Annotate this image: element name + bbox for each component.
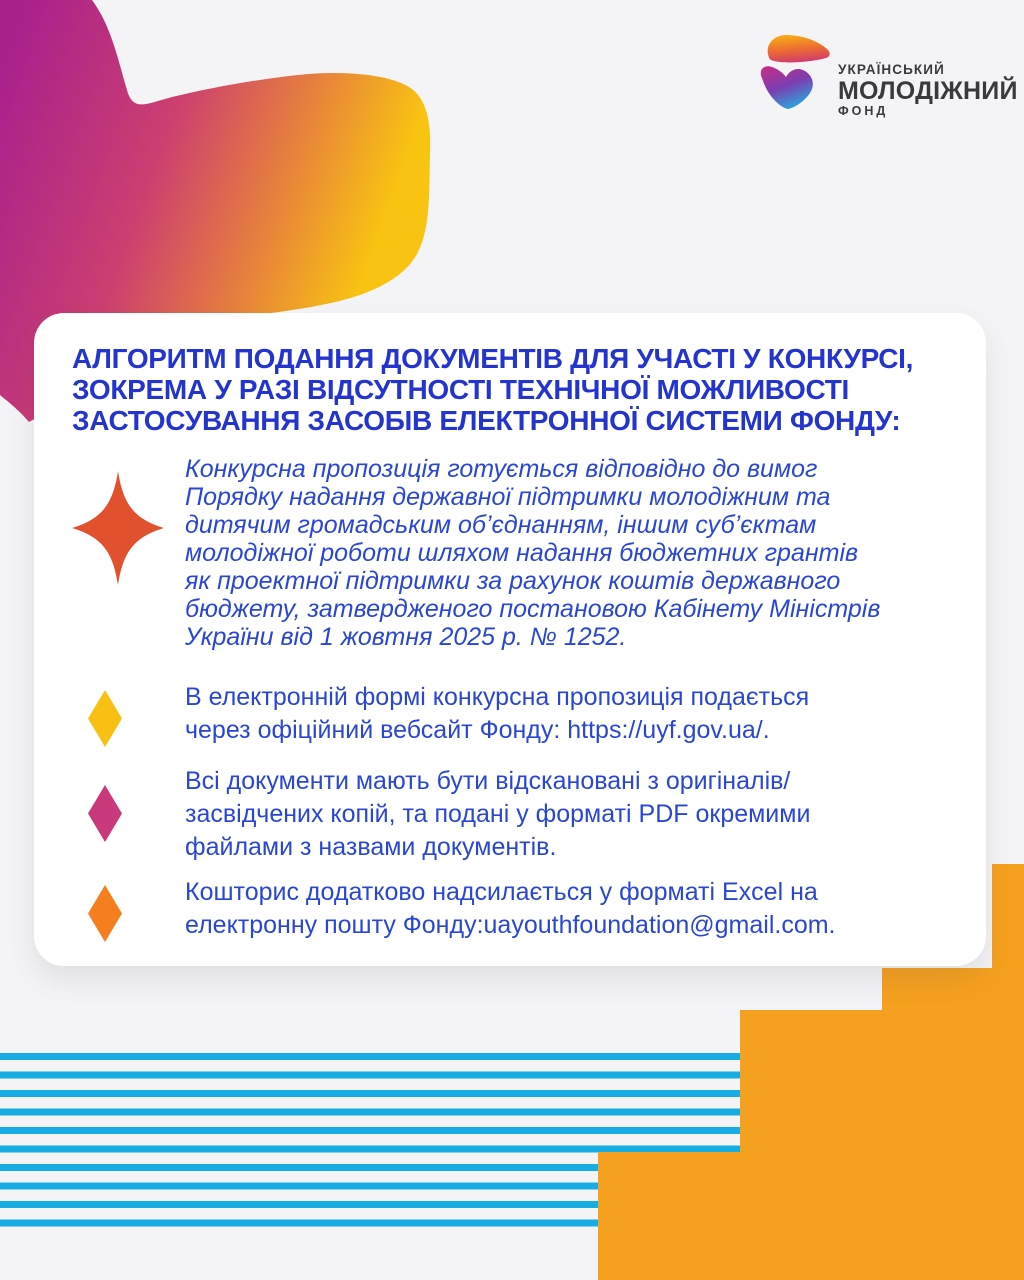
bullet-line: молодіжної роботи шляхом надання бюджетних грантів — [185, 539, 859, 567]
bullet-line: Кошторис додатково надсилається у форматі Excel на — [185, 878, 818, 906]
uyf-logo-icon — [756, 30, 836, 120]
card-heading — [72, 343, 913, 436]
orange-block-decoration — [740, 1010, 1024, 1156]
orange-block-decoration — [882, 968, 1024, 1014]
logo-line-ukrainskyi: УКРАЇНСЬКИЙ — [838, 62, 945, 77]
magenta-diamond-icon — [88, 785, 122, 842]
bullet-line: Порядку надання державної підтримки молодіжним та — [185, 483, 831, 511]
bullet-line: Конкурсна пропозиція готується відповідно до вимог — [185, 455, 818, 483]
logo-line-molodizhnyi: МОЛОДІЖНИЙ — [838, 77, 1018, 105]
bullet-4-text — [185, 876, 836, 942]
bullet-line: дитячим громадським об’єднанням, іншим суб’єктам — [185, 511, 817, 539]
four-point-star-icon — [68, 468, 168, 588]
bullet-2-text — [185, 681, 809, 747]
orange-block-decoration — [598, 1152, 1024, 1280]
bullet-line: електронну пошту Фонду:uayouthfoundation@gmail.com. — [185, 911, 836, 939]
bullet-line: бюджету, затвердженого постановою Кабінету Міністрів — [185, 595, 881, 623]
bullet-line: Всі документи мають бути відскановані з оригіналів/ — [185, 767, 791, 795]
bullet-line: засвідчених копій, та подані у форматі PDF окремими — [185, 800, 811, 828]
bullet-line: файлами з назвами документів. — [185, 833, 557, 861]
bullet-1-text — [185, 455, 880, 651]
heading-line: ЗАСТОСУВАННЯ ЗАСОБІВ ЕЛЕКТРОННОЇ СИСТЕМИ ФОНДУ: — [72, 405, 901, 436]
heading-line: АЛГОРИТМ ПОДАННЯ ДОКУМЕНТІВ ДЛЯ УЧАСТІ У КОНКУРСІ, — [72, 343, 914, 374]
logo-wordmark — [838, 62, 1018, 119]
content-card — [34, 313, 986, 966]
logo-line-fond: ФОНД — [838, 104, 889, 118]
uyf-logo — [756, 30, 1018, 125]
bullet-line: як проектної підтримки за рахунок коштів державного — [185, 567, 841, 595]
yellow-diamond-icon — [88, 690, 122, 747]
heading-line: ЗОКРЕМА У РАЗІ ВІДСУТНОСТІ ТЕХНІЧНОЇ МОЖЛИВОСТІ — [72, 374, 850, 405]
bullet-line: України від 1 жовтня 2025 р. № 1252. — [185, 623, 627, 651]
bullet-3-text — [185, 765, 810, 864]
bullet-line: В електронній формі конкурсна пропозиція подається — [185, 683, 810, 711]
bullet-line: через офіційний вебсайт Фонду: https://uyf.gov.ua/. — [185, 716, 770, 744]
orange-diamond-icon — [88, 885, 122, 942]
